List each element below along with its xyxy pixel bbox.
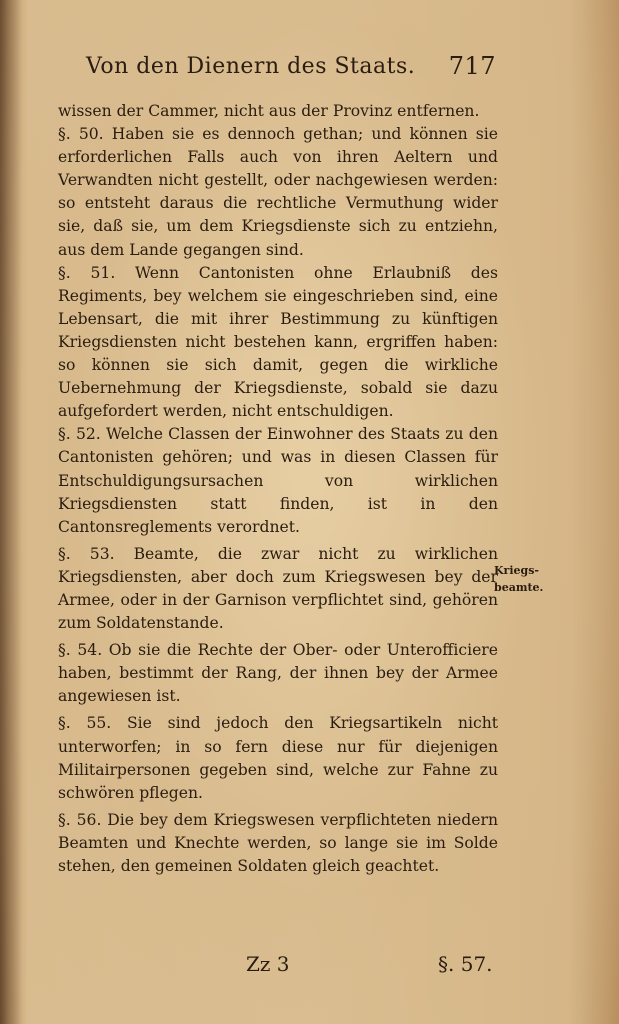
paragraph-section-52: §. 52. Welche Classen der Einwohner des Staats zu den Cantonisten gehören; und was in diesen Classen für Entschuldigungsursachen von wirklichen Kriegsdiensten statt finden, ist in den Cantonsreglements verordnet. [58, 425, 498, 536]
marginal-note-line-1: Kriegs- [494, 564, 539, 577]
signature-mark: Zz 3 [246, 952, 290, 976]
page-footer [0, 952, 619, 982]
page-fold-shadow [0, 0, 22, 1024]
paragraph-section-53: §. 53. Beamte, die zwar nicht zu wirklichen Kriegsdiensten, aber doch zum Kriegswesen bey der Armee, oder in der Garnison verpflichtet sind, gehören zum Soldatenstande. [58, 544, 498, 633]
running-title: Von den Dienern des Staats. [86, 54, 416, 79]
running-header [86, 50, 496, 84]
paragraph-section-56: §. 56. Die bey dem Kriegswesen verpflichteten niedern Beamten und Knechte werden, so lange sie im Solde stehen, den gemeinen Soldaten gleich geachtet. [58, 810, 498, 875]
paragraph-section-51: §. 51. Wenn Cantonisten ohne Erlaubniß des Regiments, bey welchem sie eingeschrieben sind, eine Lebensart, die mit ihrer Bestimmung zu künftigen Kriegsdiensten nicht bestehen kann, ergriffen haben: so können sie sich damit, gegen die wirkliche Uebernehmung der Kriegsdienste, sobald sie dazu aufgefordert werden, nicht entschuldigen. [58, 263, 498, 421]
paragraph-section-55: §. 55. Sie sind jedoch den Kriegsartikeln nicht unterworfen; in so fern diese nur für diejenigen Militairpersonen gegeben sind, welche zur Fahne zu schwören pflegen. [58, 714, 498, 802]
paragraph-section-50: §. 50. Haben sie es dennoch gethan; und können sie erforderlichen Falls auch von ihren Aeltern und Verwandten nicht gestellt, oder nachgewiesen werden: so entsteht daraus die rechtliche Vermuthung wider sie, daß sie, um dem Kriegsdienste sich zu entziehn, aus dem Lande gegangen sind. [58, 125, 498, 259]
catchword: §. 57. [438, 952, 493, 976]
paragraph-section-54: §. 54. Ob sie die Rechte der Ober- oder Unterofficiere haben, bestimmt der Rang, der ihnen bey der Armee angewiesen ist. [58, 641, 498, 706]
body-text [58, 100, 498, 878]
page-number: 717 [448, 52, 496, 80]
paragraph-continuation: wissen der Cammer, nicht aus der Provinz entfernen. [58, 102, 480, 120]
marginal-note [494, 562, 554, 596]
marginal-note-line-2: beamte. [494, 581, 544, 594]
